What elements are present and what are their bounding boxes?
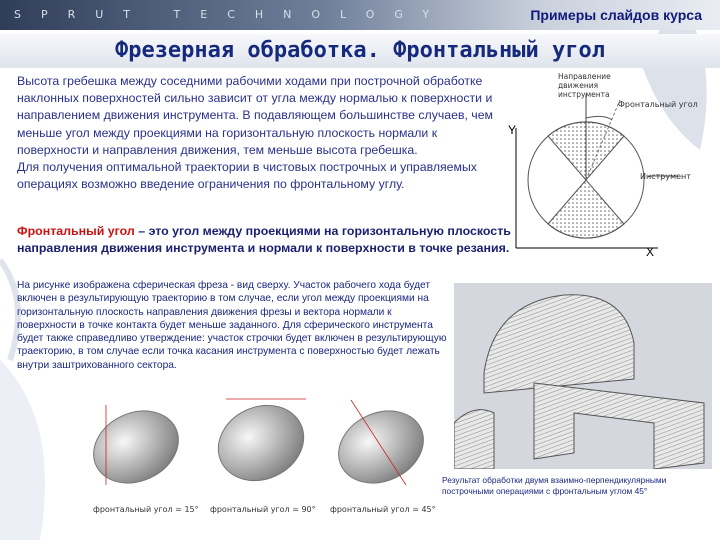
ellipse-example-2 [206, 392, 316, 494]
direction-label: Направление движения инструмента [558, 72, 611, 99]
small-text: На рисунке изображена сферическая фреза - вид сверху. Участок рабочего хода будет включен в результирующую траекторию в том случае, если угол между проекциями на горизонтальную плоскость направления движения фрезы и вектора нормали к поверхности в точке контакта будет меньше заданного. Для сферического инструмента будет также справедливо утверждение: участок строчки будет включен в результирующую траекторию, в том случае если точка касания инструмента с поверхностью будет лежать внутри заштрихованного сектора. [17, 280, 447, 371]
machined-part-render [454, 283, 712, 469]
ellipse-label-1: фронтальный угол = 15° [93, 505, 199, 514]
ellipse-examples [86, 385, 446, 520]
ellipse-label-2: фронтальный угол = 90° [210, 505, 316, 514]
axis-y-label: Y [508, 123, 517, 137]
render-caption: Результат обработки двумя взаимно-перпендикулярными построчными операциями с фронтальным углом 45° [442, 475, 667, 496]
ellipse-example-1 [86, 398, 190, 497]
top-bar [0, 0, 720, 30]
brand-name: SPRUT TECHNOLOGY [14, 8, 450, 21]
tool-label: Инструмент [640, 172, 691, 181]
paragraph: Для получения оптимальной траектории в чистовых построчных и управляемых операциях возможно введение ограничения по фронтальному углу. [17, 160, 477, 192]
main-text [17, 73, 511, 193]
frontal-angle-label: Фронтальный угол [618, 100, 698, 109]
slide-title: Фрезерная обработка. Фронтальный угол [114, 38, 606, 63]
definition-text: – это угол между проекциями на горизонтальную плоскость направления движения инструмента и нормали к поверхности в точке резания. [17, 224, 511, 256]
axis-x-label: X [646, 245, 655, 259]
definition [17, 223, 517, 257]
paragraph: Высота гребешка между соседними рабочими ходами при построчной обработке наклонных поверхностей сильно зависит от угла между нормалью к поверхности и направлением движения инструмента. В подавляющем большинстве случаев, чем меньше угол между проекциями на горизонтальную плоскость нормали к поверхности и направления движения, тем меньше высота гребешка. [17, 74, 494, 157]
course-label: Примеры слайдов курса [530, 7, 702, 23]
definition-term: Фронтальный угол [17, 224, 135, 238]
ellipse-label-3: фронтальный угол = 45° [330, 505, 436, 514]
ellipse-example-3 [327, 398, 435, 497]
